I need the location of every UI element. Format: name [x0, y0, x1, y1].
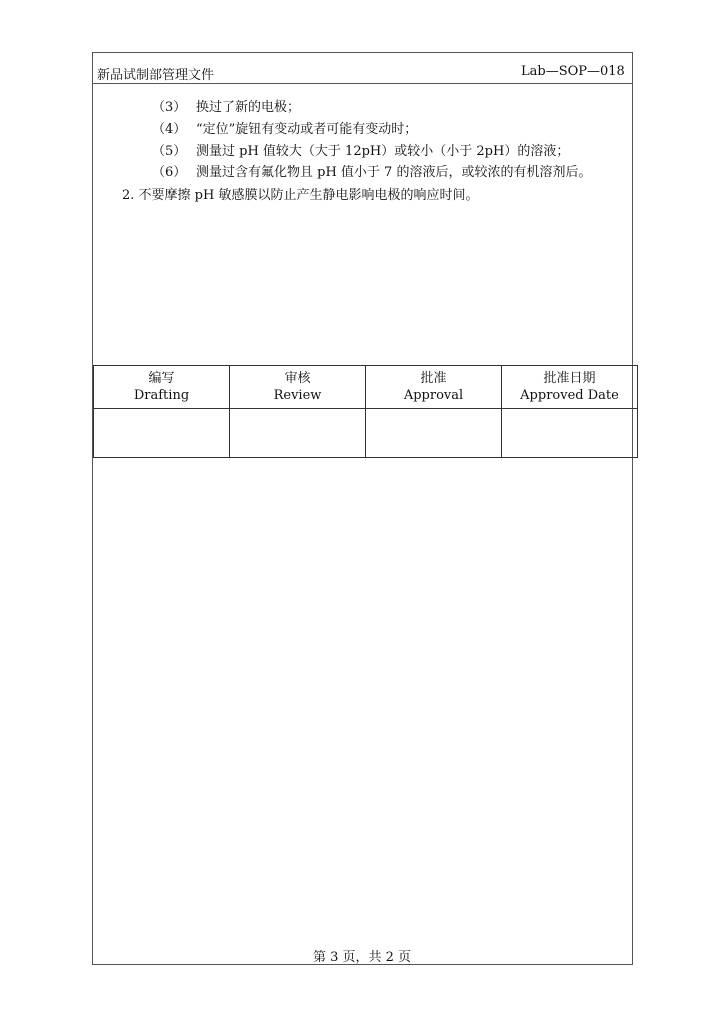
list-item	[152, 118, 417, 137]
header-cell-en: Approved Date	[520, 388, 619, 403]
signature-table-header-row	[94, 366, 638, 409]
header-cell-en: Drafting	[133, 388, 190, 403]
header-cell-cn: 批准日期	[543, 371, 596, 386]
signature-cell-drafting	[94, 409, 230, 458]
signature-cell-approval	[366, 409, 502, 458]
header-cell-cn: 批准	[420, 371, 447, 386]
list-item	[152, 96, 300, 115]
list-item-number: （3）	[152, 100, 187, 115]
header-cell-en: Approval	[403, 388, 464, 403]
signature-cell-review	[230, 409, 366, 458]
list-item-text: 测量过 pH 值较大（大于 12pH）或较小（小于 2pH）的溶液；	[196, 144, 570, 159]
point-2-text: 2. 不要摩擦 pH 敏感膜以防止产生静电影响电极的响应时间。	[122, 188, 479, 203]
page-number: 第 3 页，共 2 页	[312, 950, 412, 965]
document-code: Lab—SOP—018	[521, 64, 625, 79]
header-cell-cn: 审核	[284, 371, 311, 386]
header-cell-en: Review	[273, 388, 322, 403]
signature-table	[93, 365, 638, 458]
list-item-text: 测量过含有氟化物且 pH 值小于 7 的溶液后，或较浓的有机溶剂后。	[196, 165, 592, 180]
header-cell-review	[230, 366, 366, 409]
list-item-text: 换过了新的电极；	[196, 100, 301, 115]
header-cell-approval	[366, 366, 502, 409]
list-item-number: （4）	[152, 122, 187, 137]
list-item-text: “定位”旋钮有变动或者可能有变动时；	[196, 122, 418, 137]
list-item-number: （5）	[152, 144, 187, 159]
header-cell-drafting	[94, 366, 230, 409]
header-divider	[92, 83, 633, 84]
signature-table-row	[94, 409, 638, 458]
list-item	[152, 161, 591, 180]
signature-cell-approved-date	[502, 409, 638, 458]
header-cell-cn: 编写	[148, 371, 175, 386]
document-title: 新品试制部管理文件	[97, 68, 215, 83]
list-item-number: （6）	[152, 165, 187, 180]
header-cell-approved-date	[502, 366, 638, 409]
list-item	[152, 140, 569, 159]
